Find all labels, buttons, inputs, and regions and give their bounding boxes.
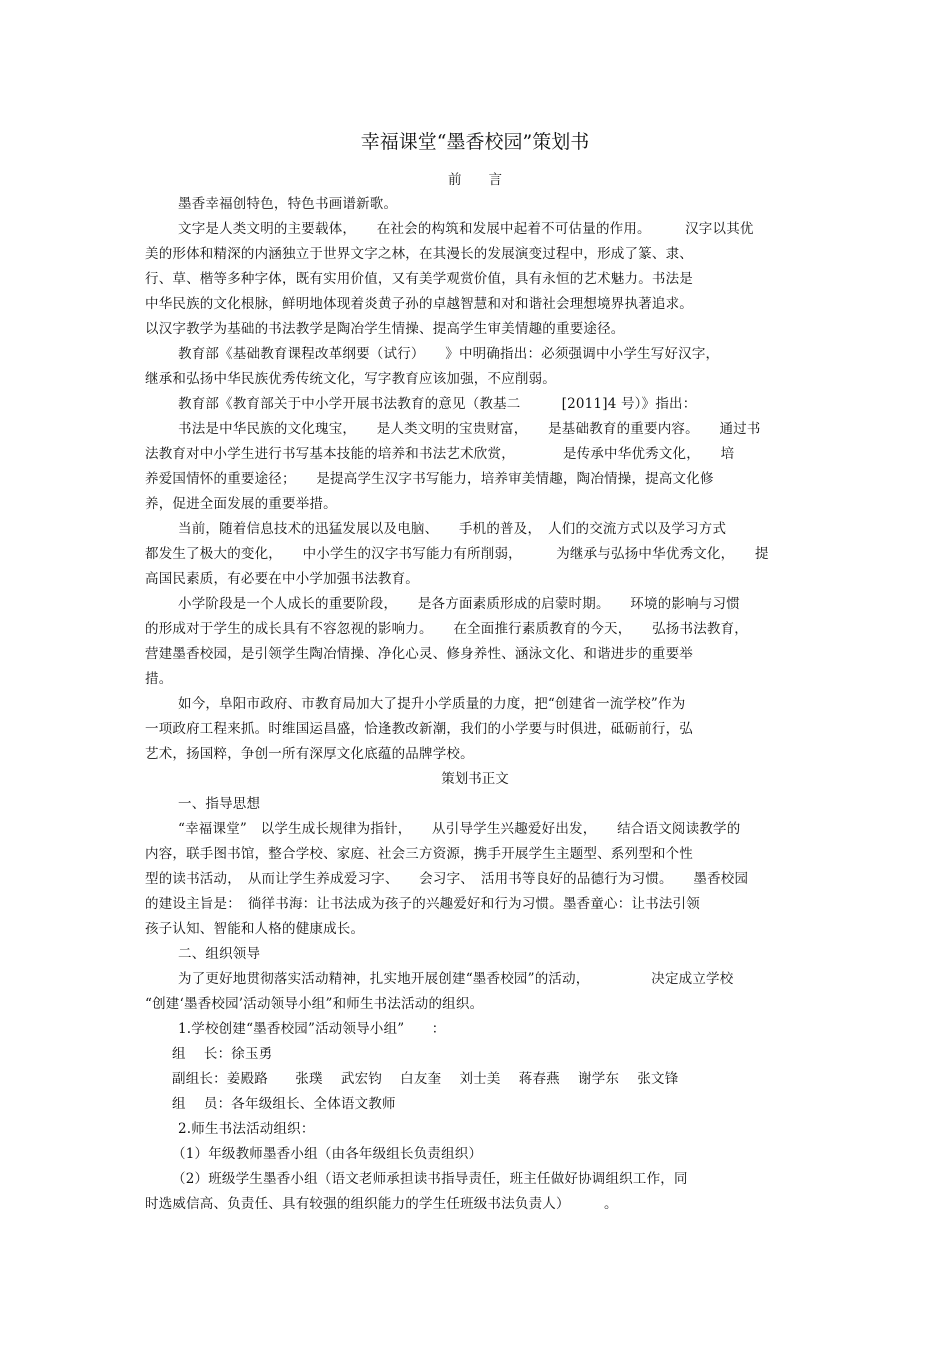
- text-line: 型的读书活动， 从而让学生养成爱习字、 会习字、 活用书等良好的品德行为习惯。 墨香校园: [145, 871, 749, 887]
- text-line: 都发生了极大的变化， 中小学生的汉字书写能力有所削弱， 为继承与弘扬中华优秀文化， 提: [145, 546, 769, 562]
- document-title: 幸福课堂“墨香校园”策划书: [360, 131, 590, 153]
- text-line: 的建设主旨是： 徜徉书海：让书法成为孩子的兴趣爱好和行为习惯。墨香童心：让书法引领: [145, 896, 700, 912]
- text-line: “创建‘墨香校园’活动领导小组”和师生书法活动的组织。: [145, 996, 484, 1012]
- text-line: 为了更好地贯彻落实活动精神，扎实地开展创建“墨香校园”的活动， 决定成立学校: [178, 971, 734, 987]
- text-line: 高国民素质，有必要在中小学加强书法教育。: [145, 571, 419, 587]
- text-line: 养爱国情怀的重要途径； 是提高学生汉字书写能力，培养审美情趣，陶冶情操，提高文化修: [145, 471, 714, 487]
- text-line: 一项政府工程来抓。时维国运昌盛，恰逢教改新潮，我们的小学要与时俱进，砥砺前行，弘: [145, 721, 693, 737]
- text-line: 营建墨香校园，是引领学生陶冶情操、净化心灵、修身养性、涵泳文化、和谐进步的重要举: [145, 646, 693, 662]
- text-line: 书法是中华民族的文化瑰宝， 是人类文明的宝贵财富， 是基础教育的重要内容。 通过书: [178, 421, 761, 437]
- text-line: 教育部《教育部关于中小学开展书法教育的意见（教基二 [2011]4 号）》指出：: [178, 396, 697, 412]
- section-heading: 一、指导思想: [178, 796, 261, 812]
- main-heading: 策划书正文: [441, 771, 509, 787]
- text-line: 法教育对中小学生进行书写基本技能的培养和书法艺术欣赏， 是传承中华优秀文化， 培: [145, 446, 735, 462]
- text-line: 副组长：姜殿路 张璞 武宏钧 白友奎 刘士美 蒋春燕 谢学东 张文锋: [172, 1071, 679, 1087]
- text-line: 以汉字教学为基础的书法教学是陶冶学生情操、提高学生审美情趣的重要途径。: [145, 321, 625, 337]
- text-line: 组 员：各年级组长、全体语文教师: [172, 1096, 396, 1112]
- text-line: 教育部《基础教育课程改革纲要（试行） 》中明确指出：必须强调中小学生写好汉字，: [178, 346, 720, 362]
- text-line: 艺术，扬国粹，争创一所有深厚文化底蕴的品牌学校。: [145, 746, 474, 762]
- text-line: 文字是人类文明的主要载体， 在社会的构筑和发展中起着不可估量的作用。 汉字以其优: [178, 221, 754, 237]
- text-line: （1）年级教师墨香小组（由各年级组长负责组织）: [172, 1146, 483, 1162]
- text-line: 养，促进全面发展的重要举措。: [145, 496, 337, 512]
- text-line: 中华民族的文化根脉，鲜明地体现着炎黄子孙的卓越智慧和对和谐社会理想境界执著追求。: [145, 296, 693, 312]
- text-line: 孩子认知、智能和人格的健康成长。: [145, 921, 365, 937]
- text-line: 2.师生书法活动组织：: [178, 1121, 315, 1137]
- text-line: 美的形体和精深的内涵独立于世界文字之林，在其漫长的发展演变过程中，形成了篆、隶、: [145, 246, 693, 262]
- text-line: 继承和弘扬中华民族优秀传统文化，写字教育应该加强，不应削弱。: [145, 371, 556, 387]
- text-line: （2）班级学生墨香小组（语文老师承担读书指导责任，班主任做好协调组织工作，同: [172, 1171, 688, 1187]
- text-line: 组 长：徐玉勇: [172, 1046, 273, 1062]
- text-line: 当前，随着信息技术的迅猛发展以及电脑、 手机的普及， 人们的交流方式以及学习方式: [178, 521, 727, 537]
- text-line: 1.学校创建“墨香校园”活动领导小组” ：: [178, 1021, 446, 1037]
- text-line: 行、草、楷等多种字体，既有实用价值，又有美学观赏价值，具有永恒的艺术魅力。书法是: [145, 271, 693, 287]
- text-line: 的形成对于学生的成长具有不容忽视的影响力。 在全面推行素质教育的今天， 弘扬书法教育，: [145, 621, 748, 637]
- text-line: 措。: [145, 671, 173, 687]
- text-line: 墨香幸福创特色，特色书画谱新歌。: [178, 196, 398, 212]
- text-line: 内容，联手图书馆，整合学校、家庭、社会三方资源，携手开展学生主题型、系列型和个性: [145, 846, 693, 862]
- text-line: 如今，阜阳市政府、市教育局加大了提升小学质量的力度，把“创建省一流学校”作为: [178, 696, 686, 712]
- text-line: “幸福课堂” 以学生成长规律为指针， 从引导学生兴趣爱好出发， 结合语文阅读教学的: [178, 821, 741, 837]
- text-line: 小学阶段是一个人成长的重要阶段， 是各方面素质形成的启蒙时期。 环境的影响与习惯: [178, 596, 740, 612]
- preface-heading: 前 言: [448, 172, 502, 188]
- text-line: 时选威信高、负责任、具有较强的组织能力的学生任班级书法负责人） 。: [145, 1196, 618, 1212]
- section-heading: 二、组织领导: [178, 946, 261, 962]
